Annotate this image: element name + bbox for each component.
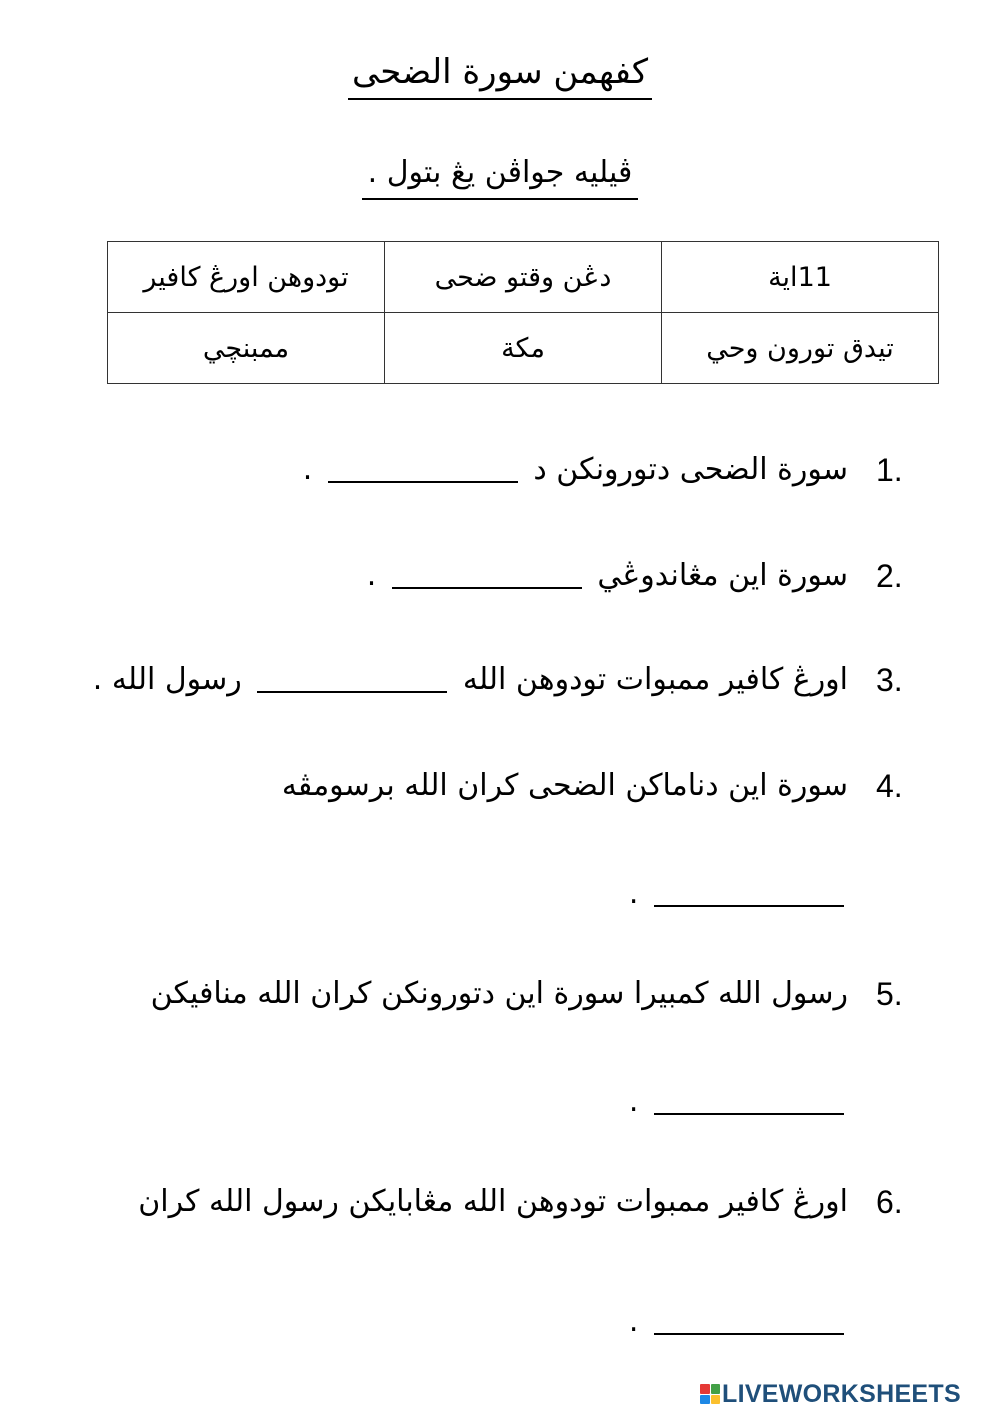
answer-end: . — [628, 876, 639, 911]
answer-end: . — [628, 1304, 639, 1339]
word-bank-row — [108, 242, 939, 313]
liveworksheets-watermark — [700, 1380, 992, 1408]
question-number: 5. — [876, 976, 903, 1012]
title-text: كفهمن سورة الضحى — [348, 52, 652, 100]
question-number: 6. — [876, 1184, 903, 1220]
answer-blank[interactable] — [654, 904, 844, 907]
answer-blank[interactable] — [392, 586, 582, 589]
question-text: اورڠ كافير ممبوات تودوهن الله مڠابايكن رسول الله كران — [138, 1184, 848, 1219]
question-number: 2. — [876, 558, 903, 594]
instruction-text: ڤيليه جواڤن يڠ بتول . — [362, 155, 639, 200]
question-text: سورة الضحى دتورونكن د — [533, 452, 848, 487]
liveworksheets-logo-icon — [700, 1384, 720, 1404]
question-number: 3. — [876, 662, 903, 698]
question-end: رسول الله . — [92, 662, 242, 697]
word-bank-cell: تيدق تورون وحي — [662, 313, 939, 384]
question-5 — [151, 976, 848, 1011]
question-4 — [282, 768, 848, 803]
answer-end: . — [628, 1084, 639, 1119]
question-3 — [93, 662, 848, 697]
question-2 — [367, 558, 848, 593]
watermark-text: LIVEWORKSHEETS — [722, 1379, 961, 1408]
question-end: . — [302, 452, 313, 487]
word-bank-cell: 11اية — [662, 242, 939, 313]
question-1 — [303, 452, 848, 487]
answer-blank[interactable] — [328, 480, 518, 483]
worksheet-title — [0, 52, 1000, 92]
word-bank-cell: ممبنچي — [108, 313, 385, 384]
question-number: 1. — [876, 452, 903, 488]
word-bank-table — [107, 241, 939, 384]
answer-blank[interactable] — [257, 690, 447, 693]
word-bank-row — [108, 313, 939, 384]
question-text: سورة اين مڠاندوڠي — [597, 558, 848, 593]
answer-line-4 — [629, 876, 850, 911]
question-text: سورة اين دناماكن الضحى كران الله برسومڤه — [281, 768, 848, 803]
answer-line-5 — [629, 1084, 850, 1119]
answer-blank[interactable] — [654, 1332, 844, 1335]
answer-line-6 — [629, 1304, 850, 1339]
question-number: 4. — [876, 768, 903, 804]
word-bank-cell: دڠن وقتو ضحى — [385, 242, 662, 313]
answer-blank[interactable] — [654, 1112, 844, 1115]
question-end: . — [366, 558, 377, 593]
question-text: رسول الله كمبيرا سورة اين دتورونكن كران الله منافيكن — [150, 976, 848, 1011]
question-text: اورڠ كافير ممبوات تودوهن الله — [462, 662, 848, 697]
question-6 — [138, 1184, 848, 1219]
word-bank-cell: تودوهن اورڠ كافير — [108, 242, 385, 313]
worksheet-instruction — [0, 155, 1000, 190]
word-bank-cell: مكة — [385, 313, 662, 384]
